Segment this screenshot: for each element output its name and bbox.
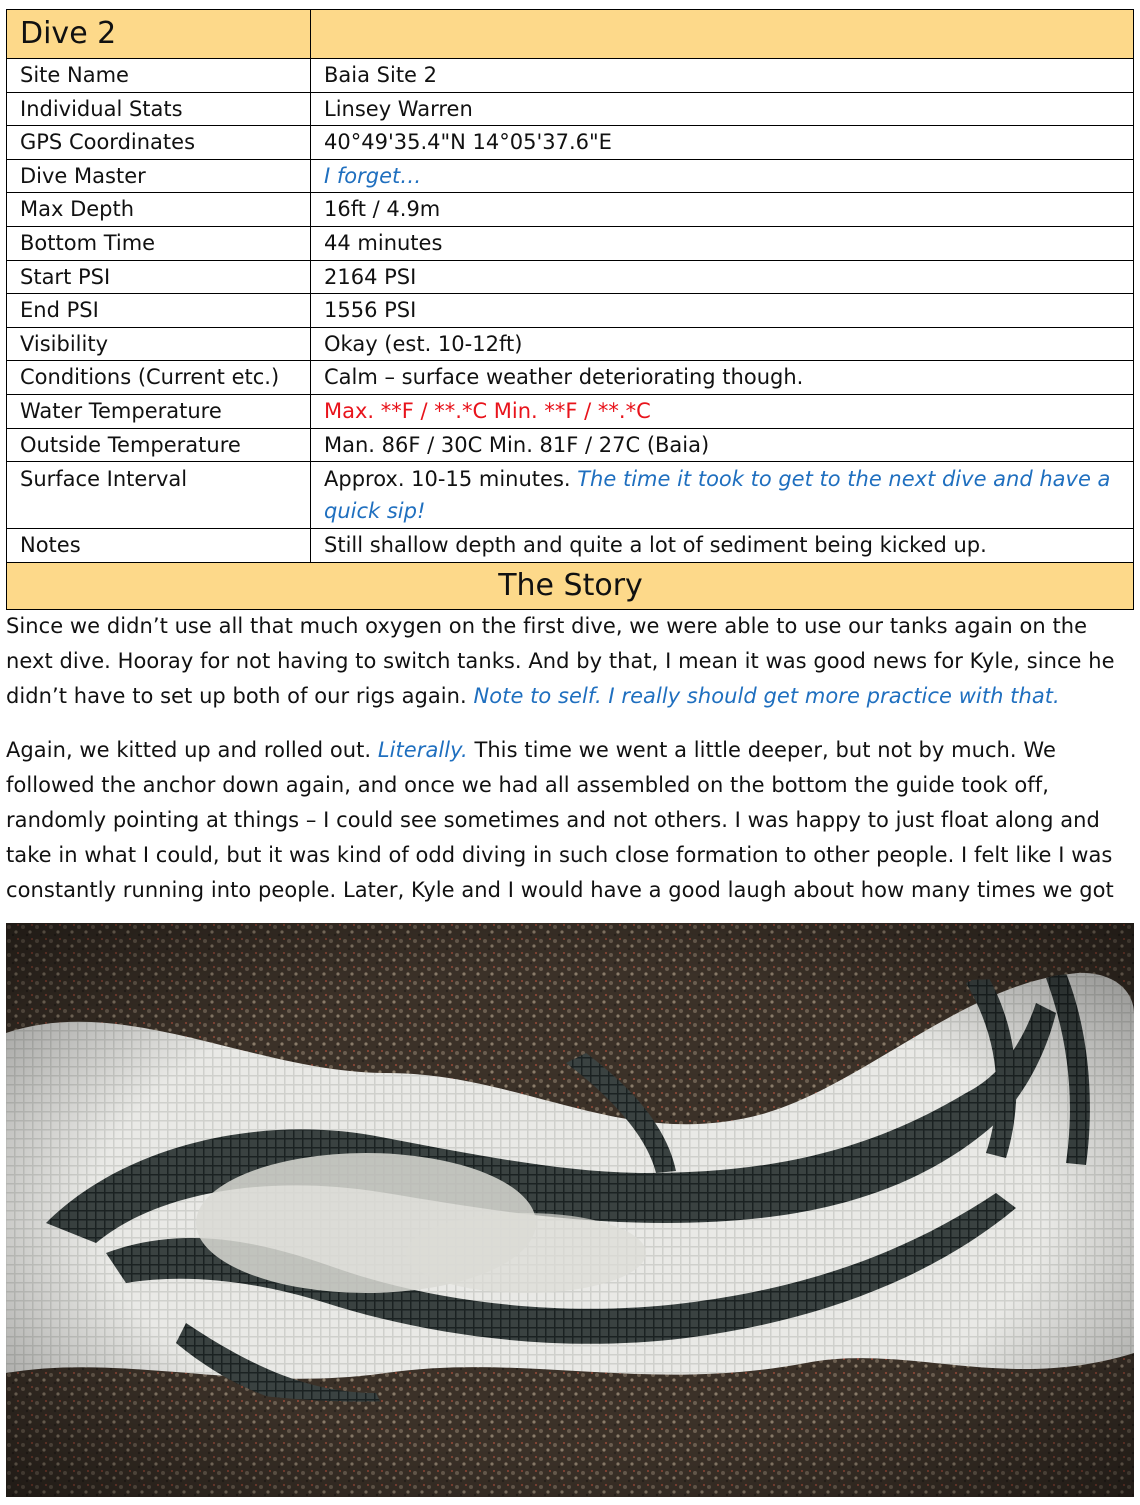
story-text: This time we went a little deeper, but not by much. We followed the anchor down again, and once we had all assembled on the bottom the guide took off, randomly pointing at things – I could see sometimes and not others. I was happy to just float along and take in what I could, but it was kind of odd diving in such close formation to other people. I felt like I was constantly running into people. Later, Kyle and I would have a good laugh about how many times we got — [6, 738, 1114, 902]
table-row — [7, 394, 1134, 428]
row-value — [311, 462, 1134, 529]
row-value: I forget… — [311, 159, 1134, 193]
table-row — [7, 294, 1134, 328]
story-text: Again, we kitted up and rolled out. — [6, 738, 378, 762]
table-row — [7, 462, 1134, 529]
row-value: Man. 86F / 30C Min. 81F / 27C (Baia) — [311, 428, 1134, 462]
story-heading-row — [7, 562, 1134, 609]
table-row — [7, 226, 1134, 260]
story-paragraph — [6, 733, 1136, 908]
table-row — [7, 59, 1134, 93]
row-label: Surface Interval — [7, 462, 311, 529]
row-label: Start PSI — [7, 260, 311, 294]
row-value: 1556 PSI — [311, 294, 1134, 328]
row-value: Calm – surface weather deteriorating though. — [311, 361, 1134, 395]
row-value: Linsey Warren — [311, 92, 1134, 126]
row-value: 16ft / 4.9m — [311, 193, 1134, 227]
row-label: Outside Temperature — [7, 428, 311, 462]
story-note: Literally. — [377, 738, 468, 762]
mosaic-illustration — [6, 923, 1134, 1497]
row-value-text: Approx. 10-15 minutes. — [324, 467, 578, 492]
row-value: 2164 PSI — [311, 260, 1134, 294]
row-value: Baia Site 2 — [311, 59, 1134, 93]
table-row — [7, 92, 1134, 126]
table-row — [7, 529, 1134, 563]
row-value: Still shallow depth and quite a lot of sediment being kicked up. — [311, 529, 1134, 563]
row-value-note: The time it took to get to the next dive and have a quick sip! — [324, 467, 1111, 524]
table-row — [7, 361, 1134, 395]
row-value: Max. **F / **.*C Min. **F / **.*C — [311, 394, 1134, 428]
dive-title-blank — [311, 10, 1134, 59]
row-label: Notes — [7, 529, 311, 563]
dive-title: Dive 2 — [7, 10, 311, 59]
table-row — [7, 327, 1134, 361]
table-row — [7, 193, 1134, 227]
dive-log-table — [6, 9, 1134, 610]
row-value: 44 minutes — [311, 226, 1134, 260]
row-label: Water Temperature — [7, 394, 311, 428]
row-value: Okay (est. 10-12ft) — [311, 327, 1134, 361]
row-label: Dive Master — [7, 159, 311, 193]
dive-title-row — [7, 10, 1134, 59]
row-label: Bottom Time — [7, 226, 311, 260]
row-label: End PSI — [7, 294, 311, 328]
story-text: Since we didn’t use all that much oxygen on the first dive, we were able to use our tanks again on the next dive. Hooray for not having to switch tanks. And by that, I mean it was good news for Kyle, since he didn’t have to set up both of our rigs again. — [6, 614, 1115, 708]
table-row — [7, 126, 1134, 160]
story-paragraph — [6, 609, 1136, 714]
row-label: Individual Stats — [7, 92, 311, 126]
story-note: Note to self. I really should get more practice with that. — [473, 684, 1060, 708]
row-label: GPS Coordinates — [7, 126, 311, 160]
table-row — [7, 428, 1134, 462]
row-label: Visibility — [7, 327, 311, 361]
story-body — [6, 609, 1136, 927]
row-label: Max Depth — [7, 193, 311, 227]
mosaic-photo — [6, 923, 1134, 1497]
row-label: Conditions (Current etc.) — [7, 361, 311, 395]
table-row — [7, 260, 1134, 294]
story-heading: The Story — [7, 562, 1134, 609]
table-row — [7, 159, 1134, 193]
row-value: 40°49'35.4"N 14°05'37.6"E — [311, 126, 1134, 160]
row-label: Site Name — [7, 59, 311, 93]
